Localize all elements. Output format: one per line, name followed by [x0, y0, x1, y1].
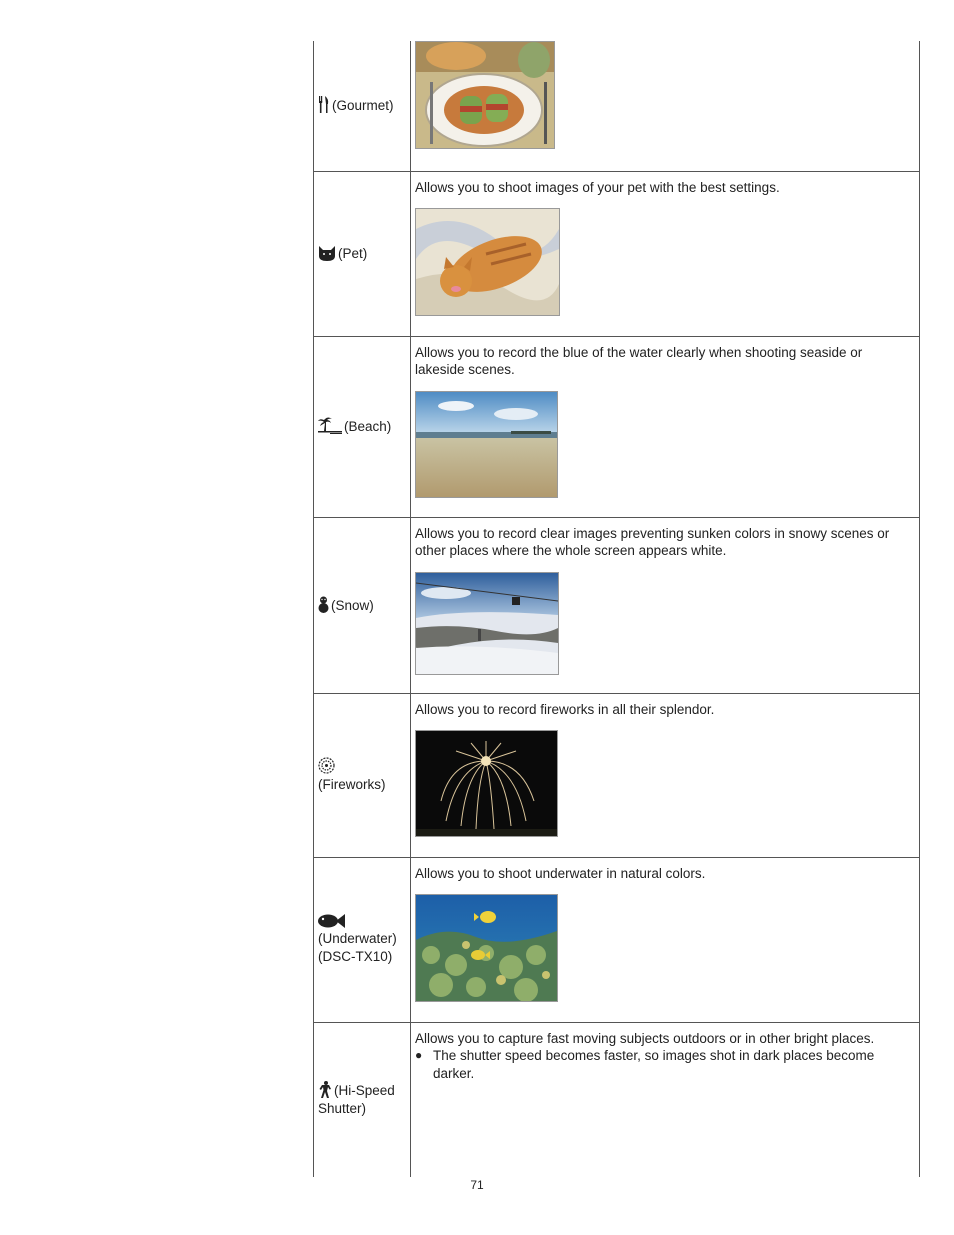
page-number: 71	[470, 1178, 484, 1192]
fireworks-photo	[415, 730, 558, 837]
scene-description-cell	[411, 857, 920, 1022]
scene-description-cell	[411, 517, 920, 693]
scene-label: (Pet)	[338, 245, 368, 261]
scene-description-cell	[411, 41, 920, 171]
scene-label: (Underwater)	[318, 930, 397, 946]
scene-description-cell	[411, 693, 920, 857]
scene-description: Allows you to shoot images of your pet with the best settings.	[415, 179, 780, 195]
scene-label: (Gourmet)	[332, 98, 394, 114]
table-row	[314, 857, 920, 1022]
table-row	[314, 693, 920, 857]
fork-knife-icon	[318, 96, 330, 113]
scene-label-cell	[314, 336, 411, 517]
scene-label-line2: Shutter)	[318, 1101, 367, 1117]
scene-label: (Snow)	[331, 597, 374, 613]
gourmet-dish-photo	[415, 41, 555, 149]
scene-label-model: (DSC-TX10)	[318, 948, 393, 964]
scene-description: Allows you to record fireworks in all their splendor.	[415, 701, 715, 717]
scene-description-cell	[411, 1022, 920, 1177]
scene-label-cell	[314, 1022, 411, 1177]
palm-tree-icon	[318, 417, 342, 434]
beach-photo	[415, 391, 558, 498]
snowman-icon	[318, 596, 329, 613]
table-row	[314, 41, 920, 171]
coral-reef-photo	[415, 894, 558, 1002]
notes-list	[415, 1047, 915, 1082]
scene-label: (Beach)	[344, 419, 392, 434]
cat-face-icon	[318, 246, 336, 261]
scene-label-cell	[314, 171, 411, 336]
scene-description-cell	[411, 171, 920, 336]
table-row	[314, 1022, 920, 1177]
scene-label-cell	[314, 41, 411, 171]
table-row	[314, 171, 920, 336]
scene-description: Allows you to record the blue of the water clearly when shooting seaside or lakeside scenes.	[415, 344, 863, 377]
scene-label-cell	[314, 693, 411, 857]
runner-icon	[318, 1081, 332, 1098]
scene-description: Allows you to capture fast moving subjects outdoors or in other bright places.	[415, 1030, 875, 1046]
table-row	[314, 517, 920, 693]
scene-label: (Fireworks)	[318, 776, 386, 792]
scene-description-cell	[411, 336, 920, 517]
scene-description: Allows you to record clear images preventing sunken colors in snowy scenes or other places where the whole screen appears white.	[415, 525, 890, 558]
ski-slope-photo	[415, 572, 559, 675]
scene-label: (Hi-Speed	[334, 1083, 395, 1099]
cat-on-blanket-photo	[415, 208, 560, 316]
fish-icon	[318, 914, 345, 928]
scene-mode-table	[313, 41, 920, 1177]
fireworks-icon	[318, 757, 335, 774]
table-row	[314, 336, 920, 517]
scene-description: Allows you to shoot underwater in natural colors.	[415, 865, 706, 881]
list-item: ● The shutter speed becomes faster, so images shot in dark places become darker.	[433, 1047, 915, 1082]
scene-label-cell	[314, 517, 411, 693]
scene-label-cell	[314, 857, 411, 1022]
